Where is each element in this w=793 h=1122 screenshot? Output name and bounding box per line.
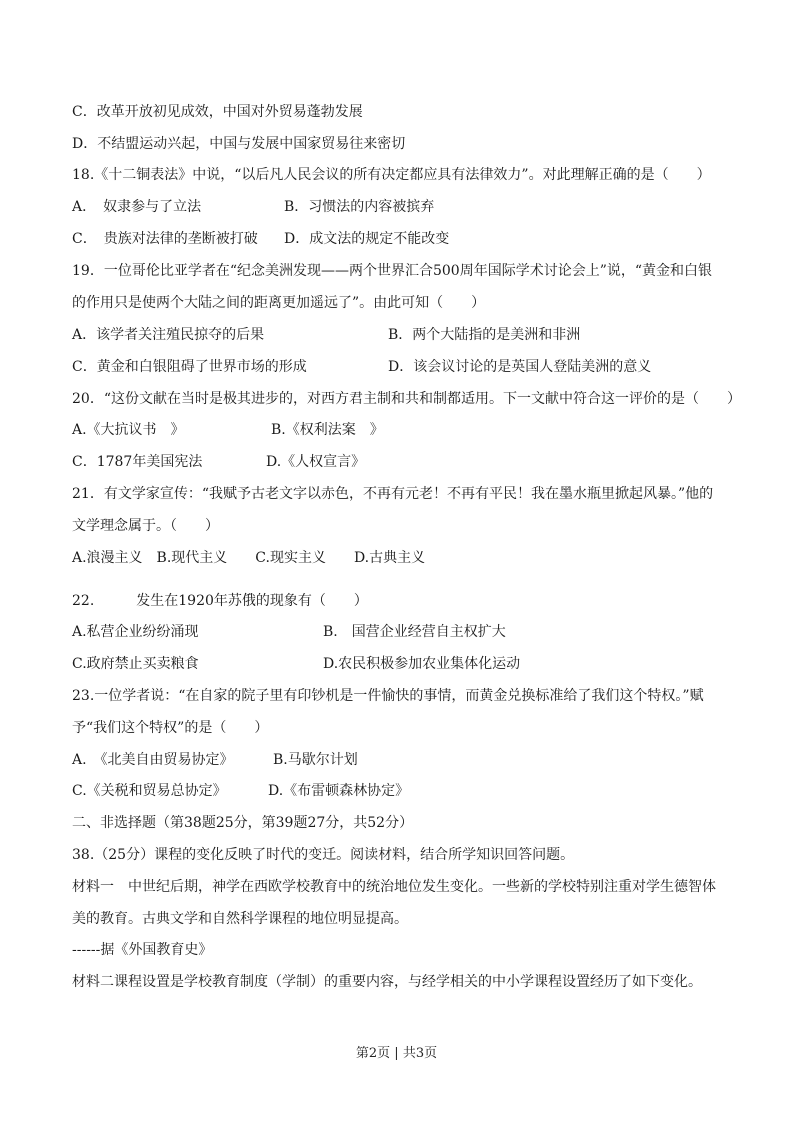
q22-stem: 22. 发生在1920年苏俄的现象有（ ） bbox=[72, 593, 368, 609]
q23-stem-line2: 予“我们这个特权”的是（ ） bbox=[72, 720, 269, 736]
q19-option-b: B．两个大陆指的是美洲和非洲 bbox=[388, 327, 581, 343]
q22-option-d: D.农民积极参加农业集体化运动 bbox=[323, 656, 521, 672]
q23-stem-line1: 23.一位学者说：“在自家的院子里有印钞机是一件愉快的事情，而黄金兑换标准给了我们这个特权。”赋 bbox=[72, 688, 704, 704]
q18-stem: 18.《十二铜表法》中说，“以后凡人民会议的所有决定都应具有法律效力”。对此理解正确的是（ ） bbox=[72, 167, 711, 183]
q23-option-d: D.《布雷顿森林协定》 bbox=[268, 783, 410, 799]
material-two: 材料二课程设置是学校教育制度（学制）的重要内容，与经学相关的中小学课程设置经历了如下变化。 bbox=[72, 974, 702, 990]
q23-option-a: A. 《北美自由贸易协定》 bbox=[72, 752, 234, 768]
q19-stem-line2: 的作用只是使两个大陆之间的距离更加遥远了”。由此可知（ ） bbox=[72, 295, 486, 311]
section-heading: 二、非选择题（第38题25分，第39题27分，共52分） bbox=[72, 815, 414, 831]
q21-stem-line2: 文学理念属于。（ ） bbox=[72, 518, 219, 534]
q18-option-b: B．习惯法的内容被摈弃 bbox=[284, 199, 435, 215]
q22-option-a: A.私营企业纷纷涌现 bbox=[72, 624, 199, 640]
q17-option-c: C．改革开放初见成效，中国对外贸易蓬勃发展 bbox=[72, 104, 363, 120]
q38-stem: 38.（25分）课程的变化反映了时代的变迁。阅读材料，结合所学知识回答问题。 bbox=[72, 847, 575, 863]
q18-option-c: C． 贵族对法律的垄断被打破 bbox=[72, 231, 258, 247]
q19-option-a: A．该学者关注殖民掠夺的后果 bbox=[72, 327, 265, 343]
q22-option-c: C.政府禁止买卖粮食 bbox=[72, 656, 199, 672]
q20-option-a: A.《大抗议书 》 bbox=[72, 422, 185, 438]
q17-option-d: D．不结盟运动兴起，中国与发展中国家贸易往来密切 bbox=[72, 136, 406, 152]
material-one-line1: 材料一 中世纪后期，神学在西欧学校教育中的统治地位发生变化。一些新的学校特别注重对学生德智体 bbox=[72, 879, 716, 895]
q21-options: A.浪漫主义 B.现代主义 C.现实主义 D.古典主义 bbox=[72, 550, 426, 566]
q18-option-d: D．成文法的规定不能改变 bbox=[284, 231, 450, 247]
source-citation: ------据《外国教育史》 bbox=[72, 942, 213, 958]
q20-stem: 20．“这份文献在当时是极其进步的，对西方君主制和共和制都适用。下一文献中符合这一评价的是（ ） bbox=[72, 391, 741, 407]
q22-option-b: B. 国营企业经营自主权扩大 bbox=[323, 624, 506, 640]
q18-option-a: A． 奴隶参与了立法 bbox=[72, 199, 202, 215]
q20-option-c: C．1787年美国宪法 bbox=[72, 454, 203, 470]
q19-stem-line1: 19．一位哥伦比亚学者在“纪念美洲发现——两个世界汇合500周年国际学术讨论会上”说，“黄金和白银 bbox=[72, 263, 713, 279]
q20-option-b: B.《权利法案 》 bbox=[271, 422, 384, 438]
material-one-line2: 美的教育。古典文学和自然科学课程的地位明显提高。 bbox=[72, 911, 408, 927]
q20-option-d: D.《人权宣言》 bbox=[266, 454, 366, 470]
q23-option-c: C.《关税和贸易总协定》 bbox=[72, 783, 227, 799]
page-footer: 第2页 | 共3页 bbox=[355, 1046, 438, 1061]
q21-stem-line1: 21．有文学家宣传：“我赋予古老文字以赤色，不再有元老！不再有平民！我在墨水瓶里掀起风暴。”他的 bbox=[72, 486, 714, 502]
q19-option-c: C．黄金和白银阻碍了世界市场的形成 bbox=[72, 359, 307, 375]
q23-option-b: B.马歇尔计划 bbox=[273, 752, 358, 768]
q19-option-d: D．该会议讨论的是英国人登陆美洲的意义 bbox=[388, 359, 652, 375]
